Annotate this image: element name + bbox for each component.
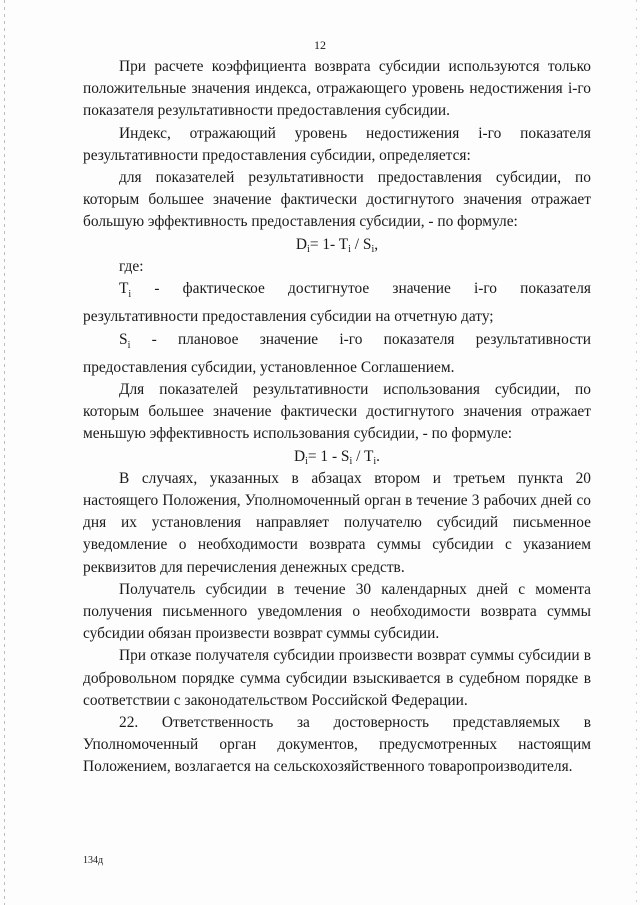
paragraph-3: для показателей результативности предоставления субсидии, по которым большее значение фактически достигнутого значения отражает большую эффективность предоставления субсидии, - по формуле: <box>83 169 591 231</box>
paragraph-6: Получатель субсидии в течение 30 календарных дней с момента получения письменного уведомления о необходимости возврата суммы субсидии обязан произвести возврат суммы субсидии. <box>83 580 591 643</box>
page-number: 12 <box>314 38 326 52</box>
definition-s: $S_i$ - плановое значение i-го показателя результативности предоставления субсидии, установленное Соглашением. <box>83 330 591 376</box>
paragraph-7: При отказе получателя субсидии произвести возврат суммы субсидии в добровольном порядке сумма субсидии взыскивается в судебном порядке в соответствии с законодательством Российской Федерации. <box>83 647 591 709</box>
scan-edge-left <box>4 0 5 905</box>
formula-2: $D_i= 1 - S_i / T_i$. <box>293 447 381 467</box>
paragraph-2: Индекс, отражающий уровень недостижения i-го показателя результативности предоставления субсидии, определяется: <box>83 124 591 164</box>
paragraph-1: При расчете коэффициента возврата субсидии используются только положительные значения индекса, отражающего уровень недостижения i-го показателя результативности предоставления субсидии. <box>83 58 591 120</box>
footer-code: 134д <box>83 855 104 866</box>
scan-edge-right <box>636 0 637 905</box>
document-body <box>83 56 591 779</box>
definition-t: $T_i$ - фактическое достигнутое значение i-го показателя результативности предоставления субсидии на отчетную дату; <box>83 280 591 326</box>
where-label: где: <box>119 257 144 275</box>
formula-1: $D_i= 1-$ $T_i / S_i$, <box>295 235 379 255</box>
paragraph-5: В случаях, указанных в абзацах втором и третьем пункта 20 настоящего Положения, Уполномоченный орган в течение 3 рабочих дней со дня их установления направляет получателю субсидий письменное уведомление о необходимости возврата суммы субсидии с указанием реквизитов для перечисления денежных средств. <box>83 469 591 576</box>
paragraph-8-clause-22: 22. Ответственность за достоверность представляемых в Уполномоченный орган документов, предусмотренных настоящим Положением, возлагается на сельскохозяйственного товаропроизводителя. <box>83 714 591 776</box>
paragraph-4: Для показателей результативности использования субсидии, по которым большее значение фактически достигнутого значения отражает меньшую эффективность использования субсидии, - по формуле: <box>83 381 591 443</box>
